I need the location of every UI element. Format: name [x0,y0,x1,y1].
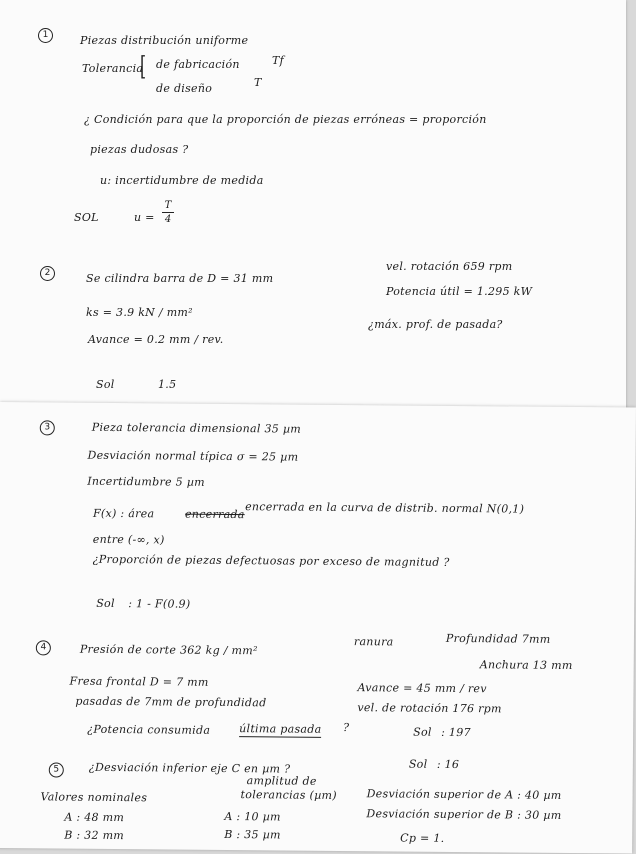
problem-4-width: Anchura 13 mm [479,658,573,673]
problem-4-question-mark: ? [343,721,350,735]
problem-4-pressure: Presión de corte 362 kg / mm² [79,642,258,658]
problem-3-sol-label: Sol [96,596,115,611]
notes-sheet-bottom [0,402,636,854]
problem-3-f-definition: encerrada en la curva de distrib. normal N(0,1) [245,500,525,516]
problem-4-sol-value: : 197 [441,725,471,740]
nominal-values-header: Valores nominales [40,790,148,805]
nominal-b: B : 32 mm [64,828,125,843]
process-capability: Cp = 1. [400,831,445,845]
problem-2-line-1: Se cilindra barra de D = 31 mm [86,272,274,285]
problem-1-sol-fraction [162,200,174,225]
tolerance-label: Tolerancia [82,62,144,75]
problem-3-line-2: Desviación normal típica σ = 25 µm [87,448,299,464]
problem-3-sol-value: : 1 - F(0.9) [128,597,191,611]
problem-5-sol-label: Sol [408,757,428,771]
problem-1-question-line-1: ¿ Condición para que la proporción de piezas erróneas = proporción [84,113,487,126]
fraction-denominator: 4 [164,214,172,225]
tolerance-design: de diseño [156,82,213,95]
tolerance-amplitude-header-2: tolerancias (µm) [240,788,337,802]
tolerance-brace: [ [140,52,147,82]
problem-2-feed: Avance = 0.2 mm / rev. [88,333,224,346]
problem-2-number: 2 [40,266,55,281]
problem-3-line-3: Incertidumbre 5 µm [87,474,206,489]
problem-2-sol-value: 1.5 [158,378,177,391]
notes-sheet-top [0,0,626,420]
problem-1-sol-lhs: u = [134,211,155,224]
problem-3-f-prefix: F(x) : área [92,506,155,521]
problem-5-question: ¿Desviación inferior eje C en µm ? [88,760,291,776]
amplitude-b: B : 35 µm [224,827,281,842]
problem-4-sol-label: Sol [413,725,432,739]
problem-1-number: 1 [38,28,53,43]
problem-3-number: 3 [40,420,55,435]
problem-2-rotation-speed: vel. rotación 659 rpm [386,260,513,273]
problem-3-line-1: Pieza tolerancia dimensional 35 µm [91,420,302,436]
tolerance-fabrication: de fabricación [156,58,240,71]
problem-2-question: ¿máx. prof. de pasada? [368,318,503,331]
problem-3-question: ¿Proporción de piezas defectuosas por exceso de magnitud ? [92,552,450,569]
problem-4-question-underlined: última pasada [239,722,322,736]
problem-1-question-line-2: piezas dudosas ? [90,143,189,156]
problem-4-depth: Profundidad 7mm [445,631,551,646]
problem-2-sol-label: Sol [96,378,115,391]
upper-deviation-a: Desviación superior de A : 40 µm [366,787,562,802]
tolerance-amplitude-header-1: amplitud de [246,774,317,788]
problem-4-number: 4 [36,640,51,655]
problem-5-sol-value: : 16 [436,757,460,772]
problem-3-f-struck: encerrada [184,507,245,522]
problem-2-power: Potencia útil = 1.295 kW [386,285,533,298]
uncertainty-definition: u: incertidumbre de medida [100,174,264,187]
problem-4-passes: pasadas de 7mm de profundidad [75,694,267,710]
problem-4-feed: Avance = 45 mm / rev [357,681,487,696]
problem-4-slot: ranura [353,635,394,649]
nominal-a: A : 48 mm [64,810,125,825]
fraction-numerator: T [164,200,172,211]
tolerance-design-symbol: T [254,76,262,89]
problem-5-number: 5 [49,762,64,777]
problem-3-interval: entre (-∞, x) [92,532,165,547]
problem-1-sol-label: SOL [74,211,99,224]
problem-1-title: Piezas distribución uniforme [80,34,249,47]
problem-4-rotation-speed: vel. de rotación 176 rpm [357,701,502,716]
upper-deviation-b: Desviación superior de B : 30 µm [366,807,562,822]
amplitude-a: A : 10 µm [224,809,281,824]
problem-4-question-prefix: ¿Potencia consumida [87,722,211,737]
tolerance-fabrication-symbol: Tf [272,54,285,67]
problem-2-ks: ks = 3.9 kN / mm² [86,306,193,319]
problem-4-mill: Fresa frontal D = 7 mm [69,674,209,689]
